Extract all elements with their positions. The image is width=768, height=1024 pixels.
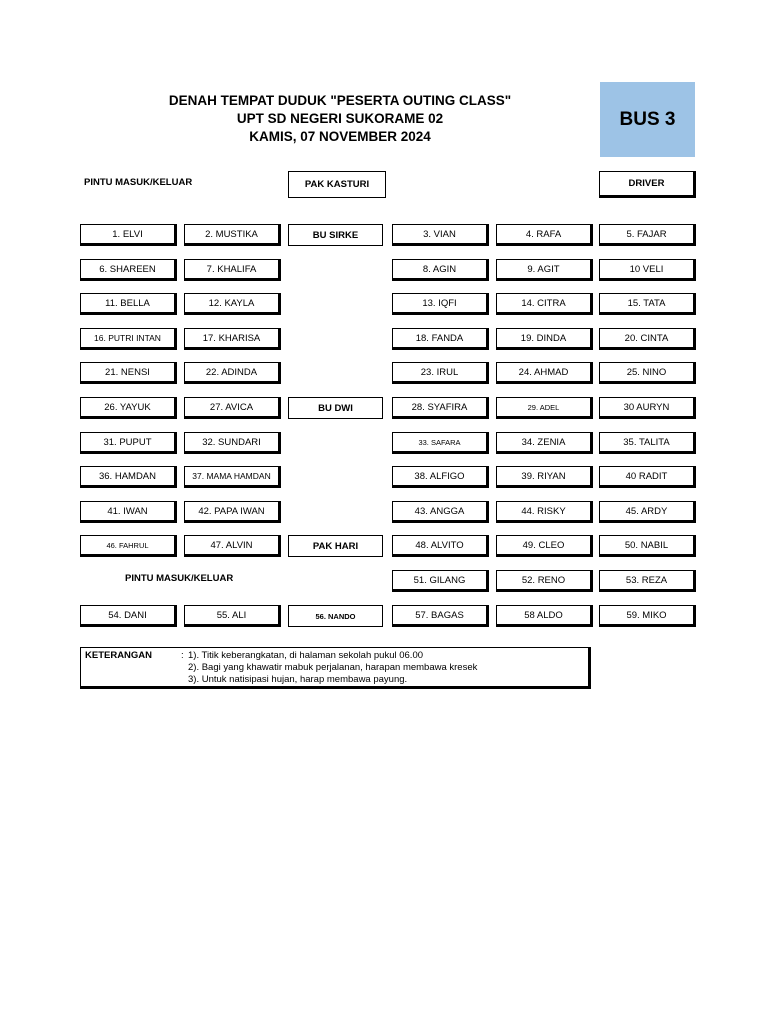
seat-cell: 13. IQFI: [392, 293, 489, 315]
seat-cell: 21. NENSI: [80, 362, 177, 384]
title-line-2: UPT SD NEGERI SUKORAME 02: [236, 111, 444, 126]
seat-cell: 53. REZA: [599, 570, 696, 592]
seat-cell: 27. AVICA: [184, 397, 281, 419]
companion-seat: 56. NANDO: [288, 605, 383, 627]
note-item: 1). Titik keberangkatan, di halaman sekolah pukul 06.00: [188, 650, 424, 661]
seat-cell: 26. YAYUK: [80, 397, 177, 419]
seat-cell: 30 AURYN: [599, 397, 696, 419]
seat-cell: 23. IRUL: [392, 362, 489, 384]
seat-cell: 2. MUSTIKA: [184, 224, 281, 246]
seat-cell: 6. SHAREEN: [80, 259, 177, 281]
seat-cell: 48. ALVITO: [392, 535, 489, 557]
seat-cell: 50. NABIL: [599, 535, 696, 557]
seat-cell: 54. DANI: [80, 605, 177, 627]
seat-cell: 46. FAHRUL: [80, 535, 177, 557]
driver-box: DRIVER: [599, 171, 696, 198]
seat-cell: 12. KAYLA: [184, 293, 281, 315]
seat-cell: 42. PAPA IWAN: [184, 501, 281, 523]
seat-cell: 25. NINO: [599, 362, 696, 384]
seat-cell: 11. BELLA: [80, 293, 177, 315]
title-line-1: DENAH TEMPAT DUDUK "PESERTA OUTING CLASS": [168, 93, 512, 108]
seat-cell: 19. DINDA: [496, 328, 593, 350]
seat-cell: 38. ALFIGO: [392, 466, 489, 488]
door-label-top: PINTU MASUK/KELUAR: [84, 177, 193, 188]
seat-cell: 57. BAGAS: [392, 605, 489, 627]
seat-cell: 52. RENO: [496, 570, 593, 592]
seat-cell: 1. ELVI: [80, 224, 177, 246]
seat-cell: 29. ADEL: [496, 397, 593, 419]
notes-label: KETERANGAN: [85, 650, 153, 661]
seat-cell: 4. RAFA: [496, 224, 593, 246]
seat-cell: 40 RADIT: [599, 466, 696, 488]
seat-cell: 20. CINTA: [599, 328, 696, 350]
door-label-bottom: PINTU MASUK/KELUAR: [125, 573, 234, 584]
seat-cell: 9. AGIT: [496, 259, 593, 281]
seat-cell: 3. VIAN: [392, 224, 489, 246]
seat-cell: 55. ALI: [184, 605, 281, 627]
seat-cell: 58 ALDO: [496, 605, 593, 627]
seat-cell: 35. TALITA: [599, 432, 696, 454]
seat-cell: 41. IWAN: [80, 501, 177, 523]
title-line-3: KAMIS, 07 NOVEMBER 2024: [249, 129, 431, 144]
seat-cell: 28. SYAFIRA: [392, 397, 489, 419]
seat-cell: 32. SUNDARI: [184, 432, 281, 454]
seat-cell: 15. TATA: [599, 293, 696, 315]
seat-cell: 7. KHALIFA: [184, 259, 281, 281]
seat-cell: 5. FAJAR: [599, 224, 696, 246]
companion-seat: BU DWI: [288, 397, 383, 419]
seat-cell: 47. ALVIN: [184, 535, 281, 557]
notes-box: [80, 647, 591, 689]
seat-cell: 22. ADINDA: [184, 362, 281, 384]
seat-cell: 45. ARDY: [599, 501, 696, 523]
seat-cell: 18. FANDA: [392, 328, 489, 350]
seat-cell: 8. AGIN: [392, 259, 489, 281]
seat-cell: 10 VELI: [599, 259, 696, 281]
seat-cell: 37. MAMA HAMDAN: [184, 466, 281, 488]
seat-cell: 43. ANGGA: [392, 501, 489, 523]
note-item: 2). Bagi yang khawatir mabuk perjalanan, harapan membawa kresek: [188, 662, 478, 673]
seat-cell: 44. RISKY: [496, 501, 593, 523]
seat-cell: 16. PUTRI INTAN: [80, 328, 177, 350]
notes-colon: :: [181, 650, 184, 661]
seat-cell: 24. AHMAD: [496, 362, 593, 384]
companion-seat: BU SIRKE: [288, 224, 383, 246]
seat-cell: 49. CLEO: [496, 535, 593, 557]
seat-cell: 31. PUPUT: [80, 432, 177, 454]
seat-cell: 14. CITRA: [496, 293, 593, 315]
seat-cell: 34. ZENIA: [496, 432, 593, 454]
pak-kasturi-box: PAK KASTURI: [288, 171, 386, 198]
seat-cell: 51. GILANG: [392, 570, 489, 592]
note-item: 3). Untuk natisipasi hujan, harap membawa payung.: [188, 674, 408, 685]
seat-cell: 59. MIKO: [599, 605, 696, 627]
seat-cell: 17. KHARISA: [184, 328, 281, 350]
seat-cell: 39. RIYAN: [496, 466, 593, 488]
seat-cell: 33. SAFARA: [392, 432, 489, 454]
seat-cell: 36. HAMDAN: [80, 466, 177, 488]
companion-seat: PAK HARI: [288, 535, 383, 557]
bus-number-box: BUS 3: [600, 82, 695, 157]
